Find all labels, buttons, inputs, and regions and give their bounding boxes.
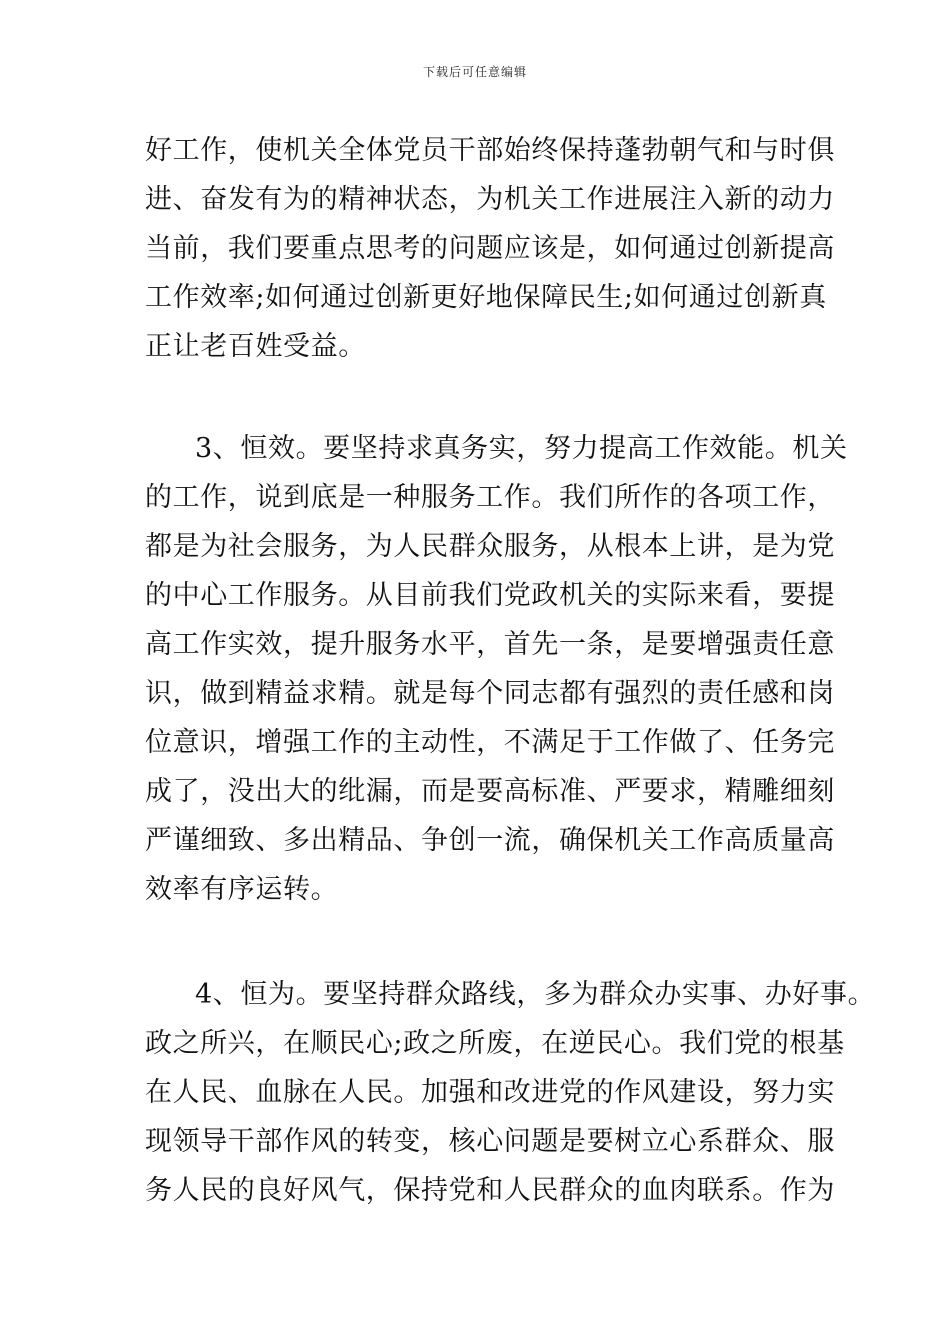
text-line: 现领导干部作风的转变，核心问题是要树立心系群众、服 [145, 1126, 835, 1157]
text-line: 识，做到精益求精。就是每个同志都有强烈的责任感和岗 [145, 678, 835, 709]
text-line: 3、恒效。要坚持求真务实，努力提高工作效能。机关 [195, 433, 848, 464]
text-line: 的工作，说到底是一种服务工作。我们所作的各项工作， [145, 482, 835, 513]
text-line: 效率有序运转。 [145, 874, 339, 905]
text-line: 高工作实效，提升服务水平，首先一条，是要增强责任意 [145, 629, 835, 660]
text-line: 务人民的良好风气，保持党和人民群众的血肉联系。作为 [145, 1175, 835, 1206]
paragraph-heng-xiao [145, 424, 848, 914]
text-line: 都是为社会服务，为人民群众服务，从根本上讲，是为党 [145, 531, 835, 562]
text-line: 当前，我们要重点思考的问题应该是，如何通过创新提高 [145, 233, 835, 264]
paragraph-heng-wei [145, 970, 876, 1215]
paragraph-continuation [145, 126, 845, 371]
page-header: 下载后可任意编辑 [422, 65, 527, 79]
text-line: 在人民、血脉在人民。加强和改进党的作风建设，努力实 [145, 1077, 835, 1108]
text-line: 的中心工作服务。从目前我们党政机关的实际来看，要提 [145, 580, 835, 611]
text-line: 严谨细致、多出精品、争创一流，确保机关工作高质量高 [145, 825, 835, 856]
text-line: 政之所兴，在顺民心;政之所废，在逆民心。我们党的根基 [145, 1028, 845, 1059]
text-line: 正让老百姓受益。 [145, 331, 366, 362]
text-line: 好工作，使机关全体党员干部始终保持蓬勃朝气和与时俱 [145, 135, 835, 166]
text-line: 成了，没出大的纰漏，而是要高标准、严要求，精雕细刻 [145, 776, 835, 807]
text-line: 4、恒为。要坚持群众路线，多为群众办实事、办好事。 [195, 979, 876, 1010]
text-line: 工作效率;如何通过创新更好地保障民生;如何通过创新真 [145, 282, 827, 313]
text-line: 位意识，增强工作的主动性，不满足于工作做了、任务完 [145, 727, 835, 758]
text-line: 进、奋发有为的精神状态，为机关工作进展注入新的动力 [145, 184, 835, 215]
